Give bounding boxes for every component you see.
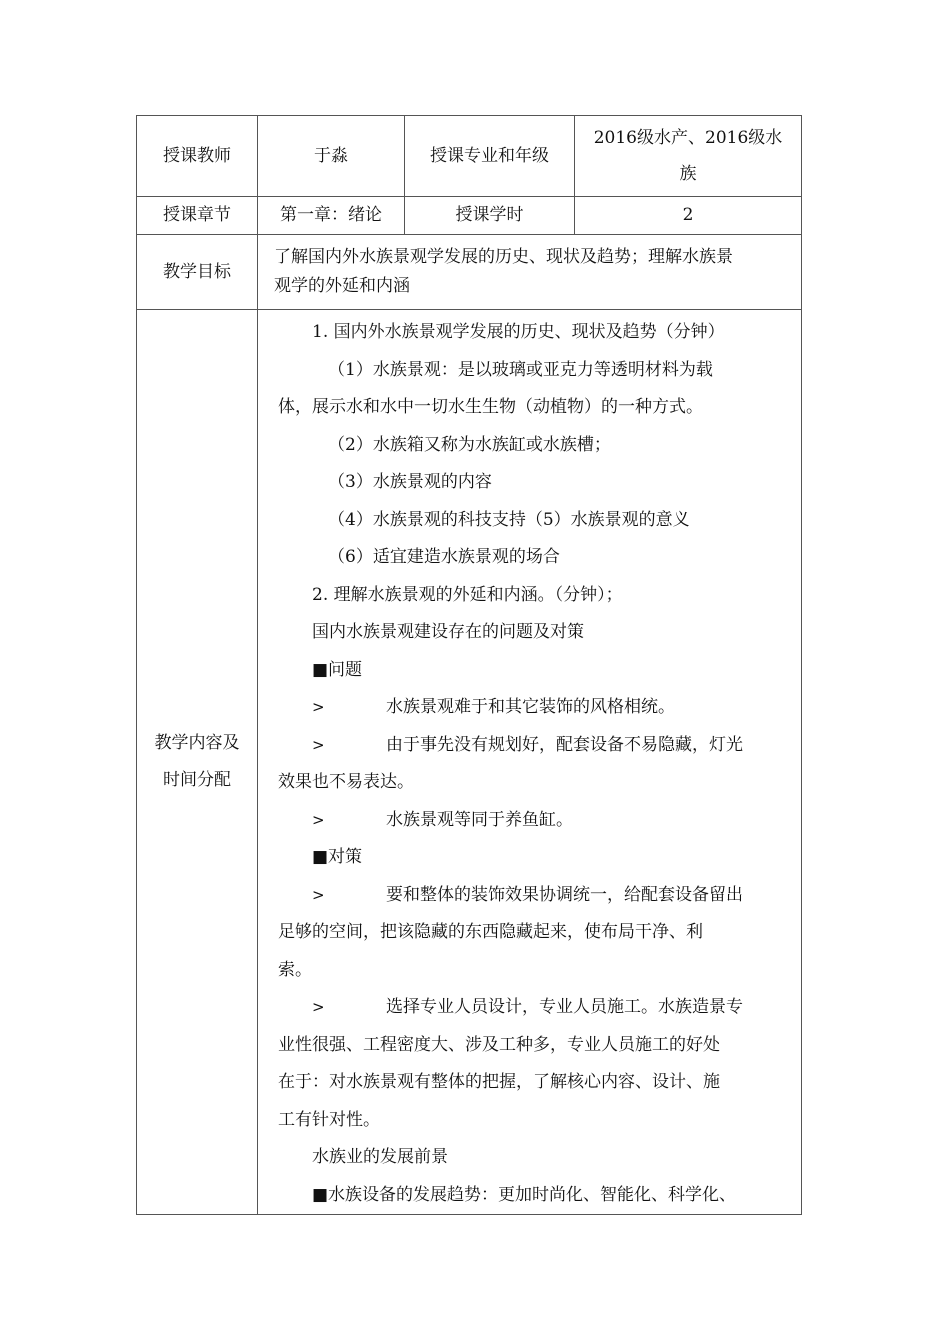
item-2: （2）水族箱又称为水族缸或水族槽； [328,434,611,455]
major-label: 授课专业和年级 [405,116,575,197]
equipment-trend: ■水族设备的发展趋势：更加时尚化、智能化、科学化、 [312,1184,737,1205]
hours-value: 2 [575,197,802,235]
hours-label: 授课学时 [405,197,575,235]
major-value [575,116,802,197]
item-1-line2: 体，展示水和水中一切水生生物（动植物）的一种方式。 [278,397,703,417]
bullet-arrow: > [312,998,325,1016]
goal-label: 教学目标 [137,235,258,310]
row-content [137,310,802,1215]
row-goal [137,235,802,310]
problem-2-text: 由于事先没有规划好，配套设备不易隐藏，灯光 [386,734,743,755]
content-body [258,310,802,1215]
item-6: （6）适宜建造水族景观的场合 [328,547,560,567]
problem-2-line1 [278,727,795,765]
solution-1-line3: 索。 [278,959,312,980]
problem-1-text: 水族景观难于和其它装饰的风格相统。 [386,697,675,717]
problems-heading: 国内水族景观建设存在的问题及对策 [312,622,584,642]
section-2-heading: 2. 理解水族景观的外延和内涵。（分钟）； [312,584,623,605]
goal-text [258,235,802,310]
solution-2-line2: 业性很强、工程密度大、涉及工种多，专业人员施工的好处 [278,1034,720,1055]
content-label-line1: 教学内容及 [154,733,240,753]
row-chapter [137,197,802,235]
solution-2-line1 [278,989,795,1027]
item-3: （3）水族景观的内容 [328,472,492,492]
solution-1-line2: 足够的空间，把该隐藏的东西隐藏起来，使布局干净、利 [278,922,703,942]
bullet-arrow: > [312,810,325,829]
content-label [137,310,258,1215]
major-value-line2: 族 [679,164,697,184]
row-teacher [137,116,802,197]
goal-text-line2: 观学的外延和内涵 [274,276,410,296]
problem-3 [278,802,795,840]
solution-1-line1 [278,877,795,915]
bullet-arrow: > [312,698,325,716]
problems-label: ■问题 [312,659,363,680]
teacher-label: 授课教师 [137,116,258,197]
chapter-value: 第一章：绪论 [258,197,405,235]
solutions-label: ■对策 [312,847,363,867]
content-label-line2: 时间分配 [163,770,231,790]
solution-2-line4: 工有针对性。 [278,1109,380,1130]
item-1-line1: （1）水族景观：是以玻璃或亚克力等透明材料为载 [328,359,713,380]
bullet-arrow: > [312,735,325,754]
section-1-heading: 1. 国内外水族景观学发展的历史、现状及趋势（分钟） [312,322,725,342]
bullet-arrow: > [312,885,325,904]
solution-2-line3: 在于：对水族景观有整体的把握，了解核心内容、设计、施 [278,1072,720,1092]
solution-2-text: 选择专业人员设计，专业人员施工。水族造景专 [386,997,743,1017]
item-4-5: （4）水族景观的科技支持（5）水族景观的意义 [328,509,690,530]
major-value-line1: 2016级水产、2016级水 [593,128,783,148]
problem-1 [278,689,795,727]
solution-1-text: 要和整体的装饰效果协调统一，给配套设备留出 [386,884,743,905]
problem-2-line2: 效果也不易表达。 [278,772,414,792]
chapter-label: 授课章节 [137,197,258,235]
prospects-heading: 水族业的发展前景 [312,1147,448,1167]
lesson-plan-table [136,115,802,1215]
teacher-value: 于淼 [258,116,405,197]
problem-3-text: 水族景观等同于养鱼缸。 [386,809,573,830]
goal-text-line1: 了解国内外水族景观学发展的历史、现状及趋势；理解水族景 [274,247,733,267]
